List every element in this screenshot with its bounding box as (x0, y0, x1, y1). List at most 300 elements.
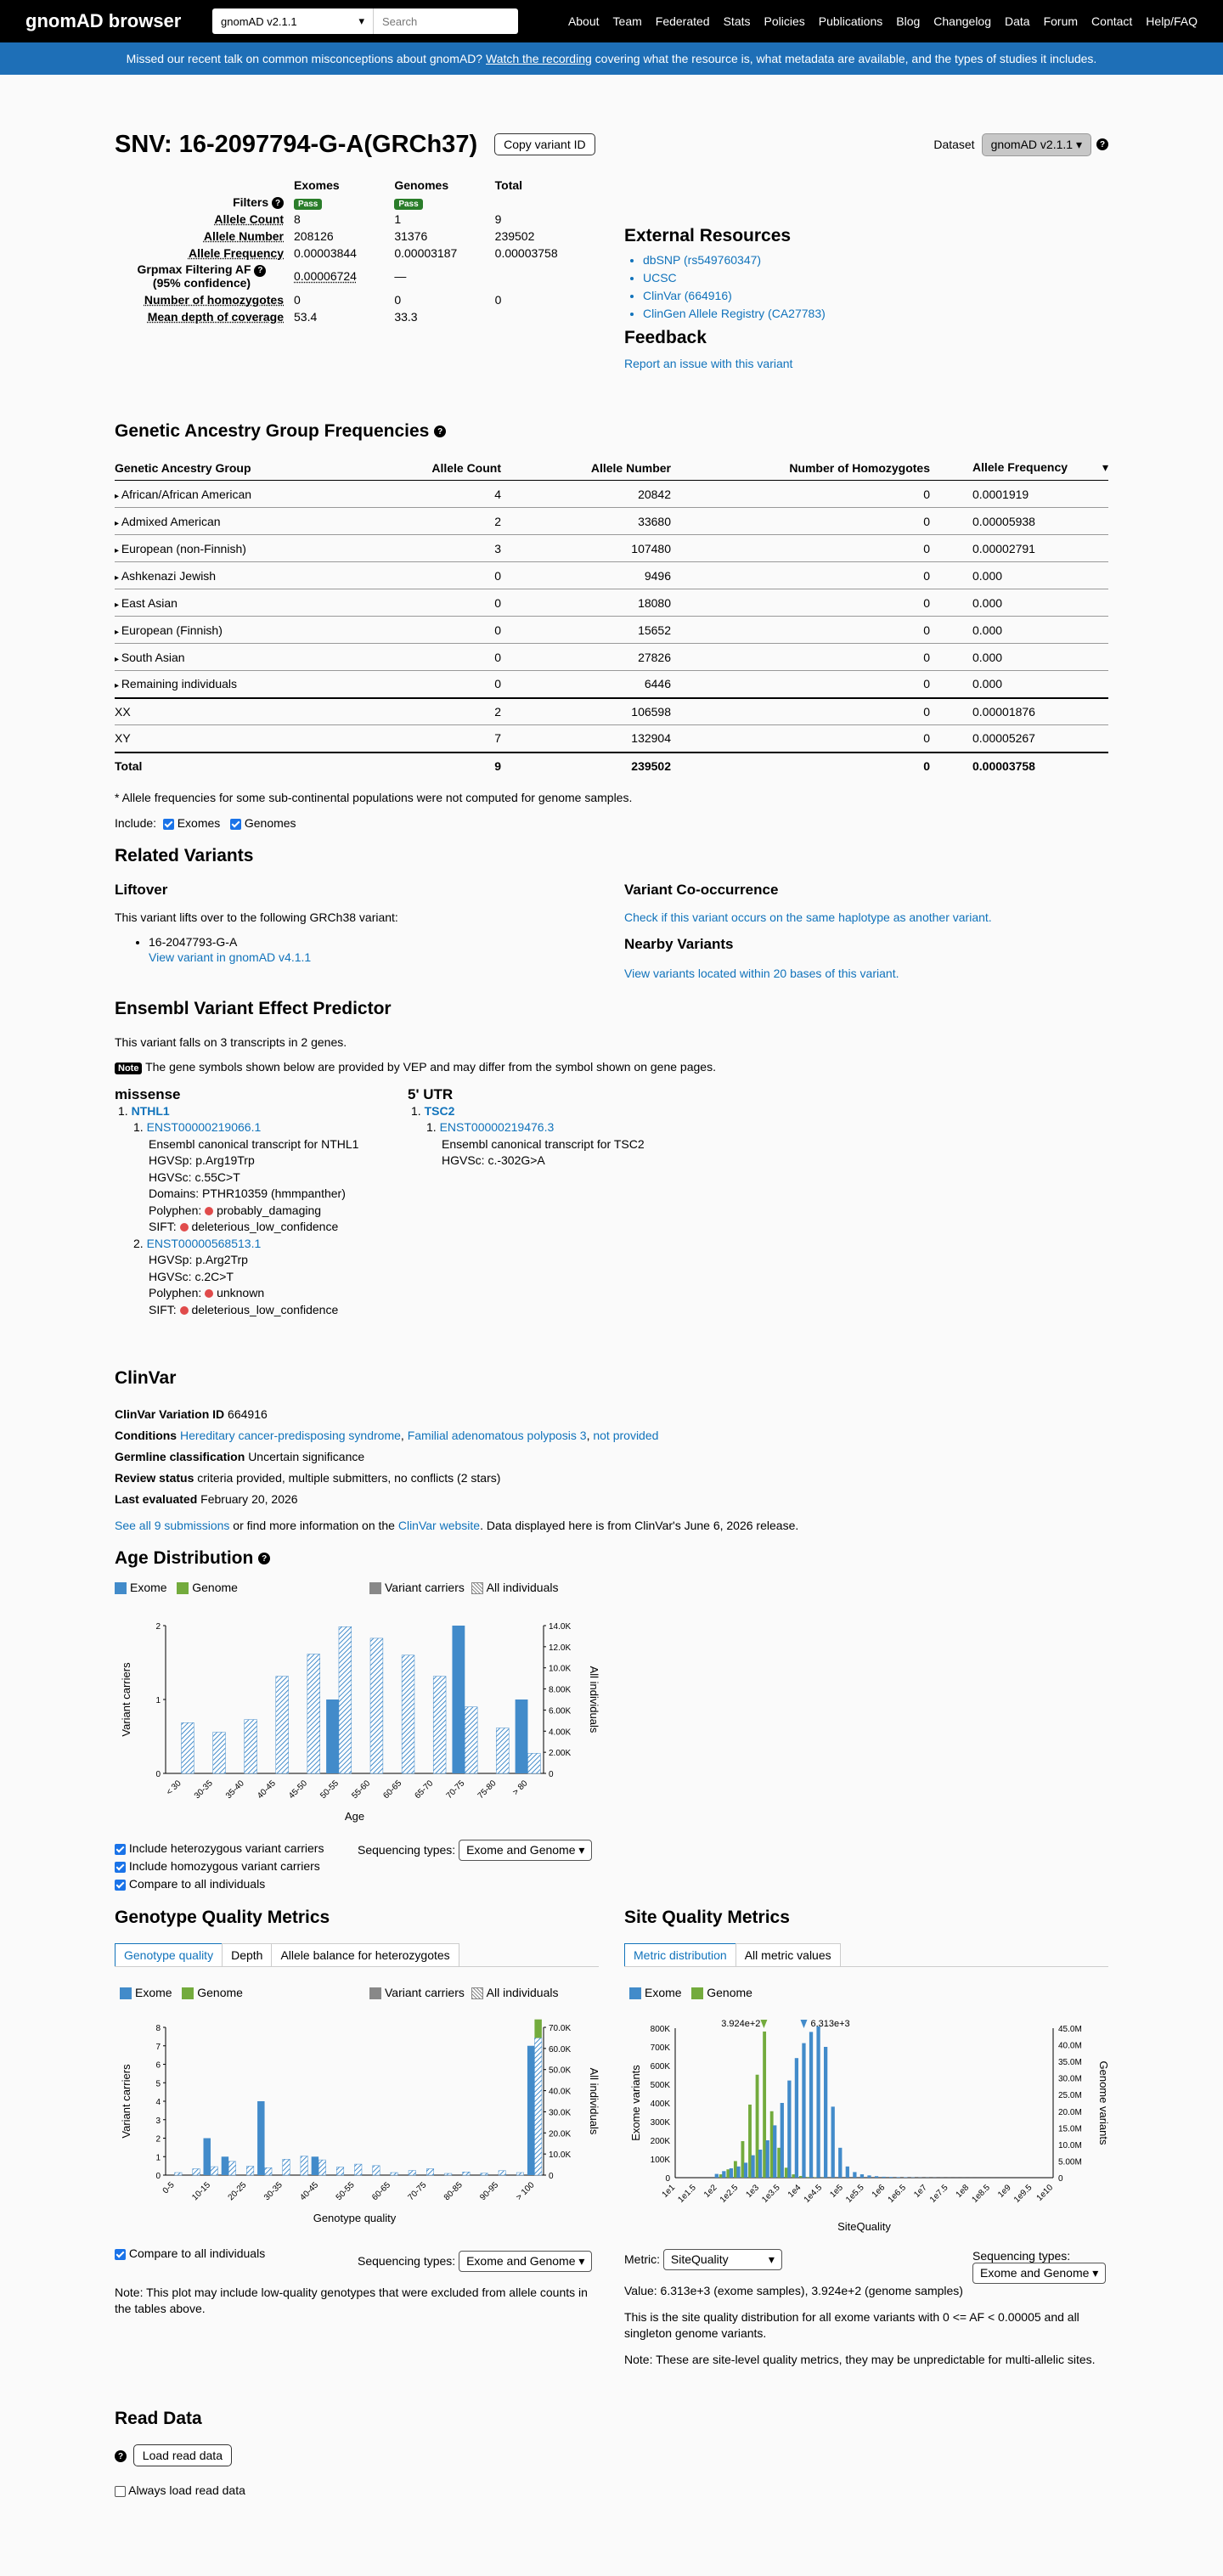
always-load-checkbox[interactable] (115, 2486, 126, 2497)
y2-tick-label: 6.00K (549, 1706, 572, 1716)
help-icon[interactable]: ? (115, 2450, 127, 2462)
help-icon[interactable]: ? (254, 265, 266, 277)
all-individuals-bar (444, 2173, 451, 2175)
y-tick-label: 4 (155, 2098, 161, 2107)
y2-tick-label: 4.00K (549, 1728, 572, 1738)
sequencing-type-select[interactable]: Exome and Genome ▾ (459, 2251, 592, 2272)
external-link[interactable]: • ClinGen Allele Registry (CA27783) (643, 305, 1108, 323)
condition-link[interactable]: Hereditary cancer-predisposing syndrome (180, 1429, 401, 1442)
help-icon[interactable]: ? (258, 1553, 270, 1564)
x-tick-label: 1e2.5 (718, 2183, 741, 2205)
expand-caret-icon[interactable]: ▸ (115, 572, 121, 583)
y-tick-label: 8 (155, 2024, 161, 2033)
nav-link[interactable]: Team (612, 14, 642, 28)
see-all-submissions-link[interactable]: See all 9 submissions (115, 1519, 230, 1532)
x-tick-label: 1e4.5 (802, 2183, 825, 2205)
external-links-list (624, 251, 1108, 323)
transcript-link[interactable]: ENST00000219066.1 (146, 1120, 262, 1134)
ancestry-table (115, 455, 1108, 780)
liftover-link[interactable]: View variant in gnomAD v4.1.1 (149, 950, 312, 964)
table-row: Total 9 239502 0 0.00003758 (115, 759, 1035, 773)
nav-link[interactable]: Federated (655, 14, 710, 28)
exome-bar (882, 2177, 885, 2178)
genome-bar (777, 2148, 781, 2178)
col-header[interactable]: Number of Homozygotes (671, 455, 930, 481)
y2-tick-label: 20.0M (1058, 2107, 1082, 2117)
x-tick-label: 1e5 (828, 2183, 845, 2200)
x-axis-label: Age (344, 1810, 365, 1823)
exome-bar (257, 2101, 264, 2175)
dataset-select[interactable]: gnomAD v2.1.1 ▾ (212, 8, 374, 34)
y2-tick-label: 50.0K (549, 2066, 572, 2076)
exome-bar (816, 2026, 820, 2178)
y2-tick-label: 20.0K (549, 2129, 572, 2139)
exome-bar (846, 2167, 849, 2178)
pass-badge: Pass (394, 199, 422, 210)
nav-link[interactable]: Blog (896, 14, 921, 28)
y-tick-label: 800K (650, 2025, 670, 2034)
tab-metric-distribution[interactable]: Metric distribution (624, 1943, 736, 1966)
gq-seq-type: Sequencing types: Exome and Genome ▾ (358, 2251, 592, 2272)
exome-bar (744, 2162, 747, 2178)
tab-all-metric-values[interactable]: All metric values (735, 1943, 841, 1966)
vep-intro: This variant falls on 3 transcripts in 2 genes. (115, 1035, 347, 1049)
brand-logo[interactable]: gnomAD browser (25, 10, 182, 31)
severity-dot-icon (205, 1207, 213, 1215)
clinvar-details: ClinVar Variation ID 664916 Conditions Hereditary cancer-predisposing syndrome, Familial adenomatous polyposis 3, not provided Germline classification Uncertain significance Review status criteria provided, multiple submitters, no conflicts (2 stars) Last evaluated February 20, 2026 (115, 1407, 659, 1506)
sq-title: Site Quality Metrics (624, 1908, 790, 1927)
exome-bar (781, 2103, 784, 2178)
expand-caret-icon[interactable]: ▸ (115, 518, 121, 528)
severity-dot-icon (180, 1306, 189, 1315)
list-item: • 16-2047793-G-A View variant in gnomAD v4.1.1 (149, 934, 311, 965)
all-individuals-bar (245, 1720, 257, 1773)
all-individuals-bar (463, 2172, 470, 2175)
exome-bar (527, 2046, 534, 2175)
external-resources-title: External Resources (624, 226, 792, 245)
age-distribution-chart (115, 1604, 607, 1833)
sq-seq-type: Sequencing types: Exome and Genome ▾ (972, 2249, 1108, 2284)
col-header[interactable]: Allele Frequency ▾ (930, 455, 1108, 481)
x-tick-label: 65-70 (413, 1778, 436, 1801)
age-legend: Exome Genome Variant carriers All individuals (115, 1581, 590, 1594)
table-row[interactable]: ▸ European (non-Finnish) 3 107480 0 0.00002791 (115, 535, 1108, 562)
expand-caret-icon[interactable]: ▸ (115, 627, 121, 637)
x-tick-label: 1e10 (1034, 2183, 1056, 2203)
x-tick-label: 1e1 (660, 2183, 678, 2200)
condition-link[interactable]: not provided (593, 1429, 659, 1442)
search-input[interactable]: Search (382, 14, 418, 28)
feedback-title: Feedback (624, 328, 707, 347)
all-individuals-bar (301, 2156, 307, 2175)
y2-tick-label: 10.0K (549, 1664, 572, 1674)
x-tick-label: 1e8 (954, 2183, 972, 2200)
y2-tick-label: 2.00K (549, 1749, 572, 1759)
exome-bar (867, 2175, 871, 2178)
x-tick-label: 40-45 (298, 2180, 321, 2203)
gq-tabs (115, 1943, 599, 1967)
exome-bar (516, 1699, 528, 1773)
all-individuals-bar (433, 1677, 446, 1773)
metric-row: Metric: SiteQuality ▾ (624, 2249, 782, 2270)
x-tick-label: 60-65 (370, 2180, 393, 2203)
y2-tick-label: 10.0K (549, 2150, 572, 2161)
compare-all-checkbox[interactable] (115, 2249, 126, 2260)
x-tick-label: 1e2 (702, 2183, 719, 2200)
col-header[interactable]: Genetic Ancestry Group (115, 455, 357, 481)
sequencing-type-select[interactable]: Exome and Genome ▾ (459, 1840, 592, 1861)
all-individuals-bar (355, 2164, 362, 2175)
vep-note: Note The gene symbols shown below are provided by VEP and may differ from the symbol shown on gene pages. (115, 1060, 716, 1074)
x-tick-label: 1e3.5 (760, 2183, 782, 2205)
y2-tick-label: 40.0M (1058, 2041, 1082, 2051)
x-tick-label: 55-60 (350, 1778, 373, 1801)
all-individuals-bar (318, 2160, 325, 2175)
table-row[interactable]: ▸ Admixed American 2 33680 0 0.00005938 (115, 508, 1108, 535)
all-individuals-bar (496, 1728, 509, 1773)
all-individuals-bar (213, 1733, 226, 1773)
cooccurrence-link[interactable]: Check if this variant occurs on the same haplotype as another variant. (624, 910, 992, 924)
nav-link[interactable]: About (567, 14, 600, 28)
all-individuals-swatch (471, 1987, 483, 1999)
y-tick-label: 3 (155, 2116, 161, 2126)
y-tick-label: 0 (665, 2174, 670, 2184)
all-individuals-bar (339, 1626, 352, 1773)
exome-bar (312, 2156, 318, 2175)
exome-bar (222, 2156, 228, 2175)
external-link[interactable]: • UCSC (643, 269, 1108, 287)
tab-allele-balance[interactable]: Allele balance for heterozygotes (271, 1943, 459, 1966)
genome-bar (785, 2167, 788, 2178)
ancestry-title: Genetic Ancestry Group Frequencies ? (115, 421, 446, 442)
all-individuals-bar (307, 1654, 320, 1773)
always-load-row: Always load read data (115, 2483, 245, 2497)
y2-tick-label: 35.0M (1058, 2058, 1082, 2068)
genome-bar (726, 2169, 730, 2178)
transcript-link[interactable]: ENST00000219476.3 (439, 1120, 555, 1134)
nearby-title: Nearby Variants (624, 936, 734, 952)
all-individuals-bar (499, 2171, 505, 2175)
genome-bar (807, 2177, 810, 2178)
clinvar-footer: See all 9 submissions or find more information on the ClinVar website. Data displayed here is from ClinVar's June 6, 2026 release. (115, 1519, 799, 1532)
all-individuals-bar (265, 2167, 272, 2175)
top-navbar (0, 0, 1223, 42)
age-seq-type: Sequencing types: Exome and Genome ▾ (358, 1840, 592, 1861)
y2-tick-label: 60.0K (549, 2044, 572, 2055)
main-nav (568, 0, 1198, 42)
expand-caret-icon[interactable]: ▸ (115, 545, 121, 555)
dataset-selector-button[interactable]: gnomAD v2.1.1 ▾ (982, 133, 1091, 156)
y2-tick-label: 30.0K (549, 2108, 572, 2118)
x-tick-label: 50-55 (318, 1778, 341, 1801)
exome-bar (795, 2058, 798, 2178)
table-row: XX 2 106598 0 0.00001876 (115, 698, 1108, 725)
x-tick-label: 70-75 (444, 1778, 467, 1801)
help-icon[interactable]: ? (434, 426, 446, 437)
age-title: Age Distribution ? (115, 1548, 270, 1569)
y2-tick-label: 45.0M (1058, 2025, 1082, 2034)
exome-bar (860, 2174, 864, 2178)
x-tick-label: 60-65 (381, 1778, 404, 1801)
genome-swatch (182, 1987, 194, 1999)
y2-axis-label: Genome variants (1097, 2060, 1110, 2145)
y-tick-label: 2 (155, 2134, 161, 2145)
exome-bar (736, 2167, 740, 2178)
site-quality-chart (624, 2007, 1117, 2236)
x-tick-label: 1e7 (912, 2183, 929, 2200)
y2-tick-label: 40.0K (549, 2087, 572, 2097)
transcript-link[interactable]: ENST00000568513.1 (146, 1236, 262, 1250)
genome-bar (719, 2174, 723, 2178)
help-icon[interactable]: ? (1096, 138, 1108, 150)
y2-tick-label: 0 (1058, 2174, 1063, 2184)
sq-info: Value: 6.313e+3 (exome samples), 3.924e+2 (genome samples) This is the site quality distribution for all exome variants with 0 <= AF < 0.00005 and all singleton genome variants. Note: These are site-level quality metrics, they may be unpredictable for multi-allelic sites. (624, 2284, 1096, 2366)
external-link[interactable]: • ClinVar (664916) (643, 287, 1108, 305)
y-tick-label: 1 (155, 2153, 161, 2163)
y-tick-label: 200K (650, 2137, 670, 2146)
x-tick-label: 1e9 (996, 2183, 1013, 2200)
genome-bar (748, 2105, 752, 2178)
genome-bar (534, 2020, 541, 2038)
genotype-quality-chart (115, 2007, 607, 2236)
report-issue-link[interactable]: Report an issue with this variant (624, 357, 793, 370)
y2-axis-label: All individuals (588, 1666, 600, 1733)
load-read-data-button[interactable]: Load read data (133, 2444, 232, 2466)
consequence-title: missense (115, 1086, 181, 1102)
x-tick-label: 80-85 (442, 2180, 465, 2203)
exome-bar (452, 1626, 465, 1773)
external-link[interactable]: • dbSNP (rs549760347) (643, 251, 1108, 269)
x-tick-label: 45-50 (287, 1778, 309, 1801)
y2-axis-label: All individuals (588, 2067, 600, 2135)
y-tick-label: 7 (155, 2042, 161, 2052)
tab-genotype-quality[interactable]: Genotype quality (115, 1943, 223, 1966)
y2-tick-label: 0 (549, 2172, 554, 2181)
x-tick-label: > 100 (514, 2180, 537, 2203)
y2-tick-label: 70.0K (549, 2024, 572, 2033)
nav-link[interactable]: Changelog (933, 14, 992, 28)
exome-bar (809, 2032, 813, 2178)
y-tick-label: 6 (155, 2060, 161, 2071)
clinvar-title: ClinVar (115, 1368, 177, 1388)
y-tick-label: 400K (650, 2100, 670, 2109)
genome-bar (763, 2032, 766, 2178)
read-data-controls (115, 2444, 232, 2466)
all-individuals-swatch (471, 1582, 483, 1594)
y-axis-label: Variant carriers (120, 2064, 132, 2139)
liftover-list (115, 934, 311, 965)
y-tick-label: 0 (155, 2172, 161, 2181)
age-options: Include heterozygous variant carriers Include homozygous variant carriers Compare to all individuals (115, 1840, 324, 1893)
exome-swatch (120, 1987, 132, 1999)
genome-bar (792, 2174, 795, 2178)
table-row[interactable]: ▸ Ashkenazi Jewish 0 9496 0 0.000 (115, 562, 1108, 589)
x-tick-label: 30-35 (192, 1778, 215, 1801)
all-individuals-bar (527, 1753, 540, 1773)
x-axis-label: SiteQuality (837, 2220, 891, 2233)
table-row[interactable]: ▸ South Asian 0 27826 0 0.000 (115, 644, 1108, 671)
nav-link[interactable]: Publications (818, 14, 883, 28)
exome-bar (889, 2177, 893, 2178)
copy-variant-id-button[interactable]: Copy variant ID (494, 133, 595, 155)
genomes-checkbox[interactable] (230, 819, 241, 830)
y-tick-label: 700K (650, 2043, 670, 2053)
x-tick-label: 1e4 (786, 2183, 803, 2200)
all-individuals-bar (516, 2173, 523, 2175)
x-axis-label: Genotype quality (313, 2212, 397, 2224)
y-tick-label: 300K (650, 2118, 670, 2128)
genome-bar (734, 2161, 737, 2178)
genome-swatch (177, 1582, 189, 1594)
expand-caret-icon[interactable]: ▸ (115, 654, 121, 664)
het-carriers-checkbox[interactable] (115, 1844, 126, 1855)
x-tick-label: > 80 (510, 1778, 530, 1798)
all-individuals-bar (534, 2038, 541, 2175)
x-tick-label: 0-5 (161, 2180, 177, 2196)
exome-bar (824, 2047, 827, 2178)
y2-tick-label: 8.00K (549, 1685, 572, 1695)
x-tick-label: 1e9.5 (1012, 2183, 1034, 2205)
gene-link[interactable]: NTHL1 (131, 1103, 170, 1118)
all-individuals-bar (283, 2159, 290, 2175)
clinvar-website-link[interactable]: ClinVar website (397, 1519, 481, 1532)
expand-caret-icon[interactable]: ▸ (115, 681, 121, 691)
gq-note: Note: This plot may include low-quality genotypes that were excluded from allele counts in the tables above. (115, 2286, 588, 2315)
exome-bar (773, 2125, 776, 2178)
gq-legend: Exome Genome Variant carriers All individuals (120, 1986, 595, 1999)
y-tick-label: 100K (650, 2156, 670, 2165)
genome-bar (799, 2176, 803, 2178)
x-tick-label: 1e3 (744, 2183, 762, 2200)
allele-stats-table: Exomes Genomes Total Filters ? Pass Pass Allele Count 8 1 9 Allele Number 208126 31376 239502 Allele Frequency 0.00003844 0.00003187 0.00003758 Grpmax Filtering AF ? (95% confidence) 0.00006724 — Number of homozygotes 0 0 0 Mean depth of coverage 53.4 33.3 (137, 178, 558, 324)
exome-swatch (629, 1987, 641, 1999)
liftover-title: Liftover (115, 882, 168, 898)
ancestry-footnote: * Allele frequencies for some sub-continental populations were not computed for genome samples. (115, 791, 633, 804)
genome-value-annotation: 3.924e+2 (721, 2019, 761, 2029)
table-row[interactable]: ▸ Remaining individuals 0 6446 0 0.000 (115, 671, 1108, 698)
exome-bar (802, 2043, 805, 2178)
genome-bar (741, 2141, 745, 2178)
x-tick-label: 1e5.5 (844, 2183, 866, 2205)
severity-dot-icon (180, 1223, 189, 1232)
genome-bar (756, 2075, 759, 2178)
x-tick-label: 10-15 (190, 2180, 213, 2203)
exome-bar (853, 2172, 856, 2178)
all-individuals-bar (391, 2173, 397, 2175)
x-tick-label: 1e7.5 (928, 2183, 950, 2205)
related-variants-title: Related Variants (115, 846, 254, 865)
x-tick-label: 1e8.5 (970, 2183, 992, 2205)
table-row[interactable]: ▸ European (Finnish) 0 15652 0 0.000 (115, 617, 1108, 644)
banner-link[interactable]: Watch the recording (486, 52, 592, 65)
x-tick-label: 35-40 (223, 1778, 246, 1801)
note-badge: Note (115, 1063, 142, 1074)
nav-link[interactable]: Data (1005, 14, 1030, 28)
carriers-swatch (369, 1582, 381, 1594)
all-individuals-bar (370, 1638, 383, 1773)
severity-dot-icon (205, 1289, 213, 1298)
exome-bar (326, 1699, 339, 1773)
page-title: SNV: 16-2097794-G-A(GRCh37) (115, 130, 478, 158)
metric-select[interactable]: SiteQuality ▾ (663, 2249, 782, 2270)
y-tick-label: 1 (155, 1696, 161, 1705)
all-individuals-bar (426, 2169, 433, 2175)
x-tick-label: 1e1.5 (676, 2183, 698, 2205)
nav-link[interactable]: Forum (1043, 14, 1079, 28)
liftover-text: This variant lifts over to the following GRCh38 variant: (115, 910, 398, 924)
carriers-swatch (369, 1987, 381, 1999)
genome-bar (770, 2111, 774, 2178)
y2-tick-label: 15.0M (1058, 2124, 1082, 2134)
x-tick-label: 70-75 (406, 2180, 429, 2203)
x-tick-label: 40-45 (256, 1778, 278, 1801)
all-individuals-bar (276, 1677, 289, 1773)
exome-bar (838, 2148, 842, 2178)
table-row[interactable]: ▸ African/African American 4 20842 0 0.0001919 (115, 481, 1108, 508)
nav-link[interactable]: Contact (1091, 14, 1133, 28)
hom-carriers-checkbox[interactable] (115, 1862, 126, 1873)
x-tick-label: 90-95 (478, 2180, 501, 2203)
exome-bar (875, 2176, 878, 2178)
genome-swatch (691, 1987, 703, 1999)
x-tick-label: 1e6 (870, 2183, 888, 2200)
all-individuals-bar (402, 1655, 414, 1773)
exome-bar (204, 2139, 211, 2176)
x-tick-label: 75-80 (476, 1778, 499, 1801)
x-tick-label: 50-55 (334, 2180, 357, 2203)
vep-utr-column: 5' UTR 1. TSC2 1. ENST00000219476.3 Ensembl canonical transcript for TSC2 HGVSc: c.-302G>A (408, 1086, 688, 1170)
y-axis-label: Variant carriers (120, 1662, 132, 1737)
sequencing-type-select[interactable]: Exome and Genome ▾ (972, 2263, 1106, 2284)
all-individuals-bar (175, 2173, 182, 2175)
exomes-checkbox[interactable] (163, 819, 174, 830)
compare-all-checkbox[interactable] (115, 1880, 126, 1891)
y-tick-label: 600K (650, 2062, 670, 2072)
condition-link[interactable]: Familial adenomatous polyposis 3 (407, 1429, 587, 1442)
col-header[interactable]: Allele Count (357, 455, 501, 481)
nav-link[interactable]: Stats (723, 14, 751, 28)
help-icon[interactable]: ? (272, 197, 284, 209)
pass-badge: Pass (294, 199, 322, 210)
y-axis-label: Exome variants (629, 2065, 642, 2141)
nav-link[interactable]: Policies (764, 14, 805, 28)
nearby-link[interactable]: View variants located within 20 bases of this variant. (624, 967, 899, 980)
expand-caret-icon[interactable]: ▸ (115, 491, 121, 501)
gene-link[interactable]: TSC2 (424, 1103, 455, 1118)
exome-bar (730, 2168, 733, 2178)
all-individuals-bar (193, 2169, 200, 2175)
y-tick-label: 500K (650, 2081, 670, 2090)
tab-depth[interactable]: Depth (222, 1943, 272, 1966)
page-header (115, 127, 1108, 161)
genome-marker-icon (760, 2020, 767, 2028)
x-tick-label: 20-25 (226, 2180, 249, 2203)
col-header[interactable]: Allele Number (501, 455, 671, 481)
all-individuals-bar (373, 2166, 380, 2175)
exome-bar (787, 2081, 791, 2178)
exome-bar (722, 2171, 725, 2178)
y2-tick-label: 14.0K (549, 1622, 572, 1632)
x-tick-label: < 30 (164, 1778, 183, 1798)
y-tick-label: 0 (155, 1770, 161, 1779)
external-resources (624, 226, 1108, 370)
expand-caret-icon[interactable]: ▸ (115, 600, 121, 610)
y2-tick-label: 12.0K (549, 1643, 572, 1653)
cooccurrence-title: Variant Co-occurrence (624, 882, 779, 898)
nav-link[interactable]: Help/FAQ (1146, 14, 1198, 28)
y2-tick-label: 25.0M (1058, 2091, 1082, 2101)
table-row[interactable]: ▸ East Asian 0 18080 0 0.000 (115, 589, 1108, 617)
